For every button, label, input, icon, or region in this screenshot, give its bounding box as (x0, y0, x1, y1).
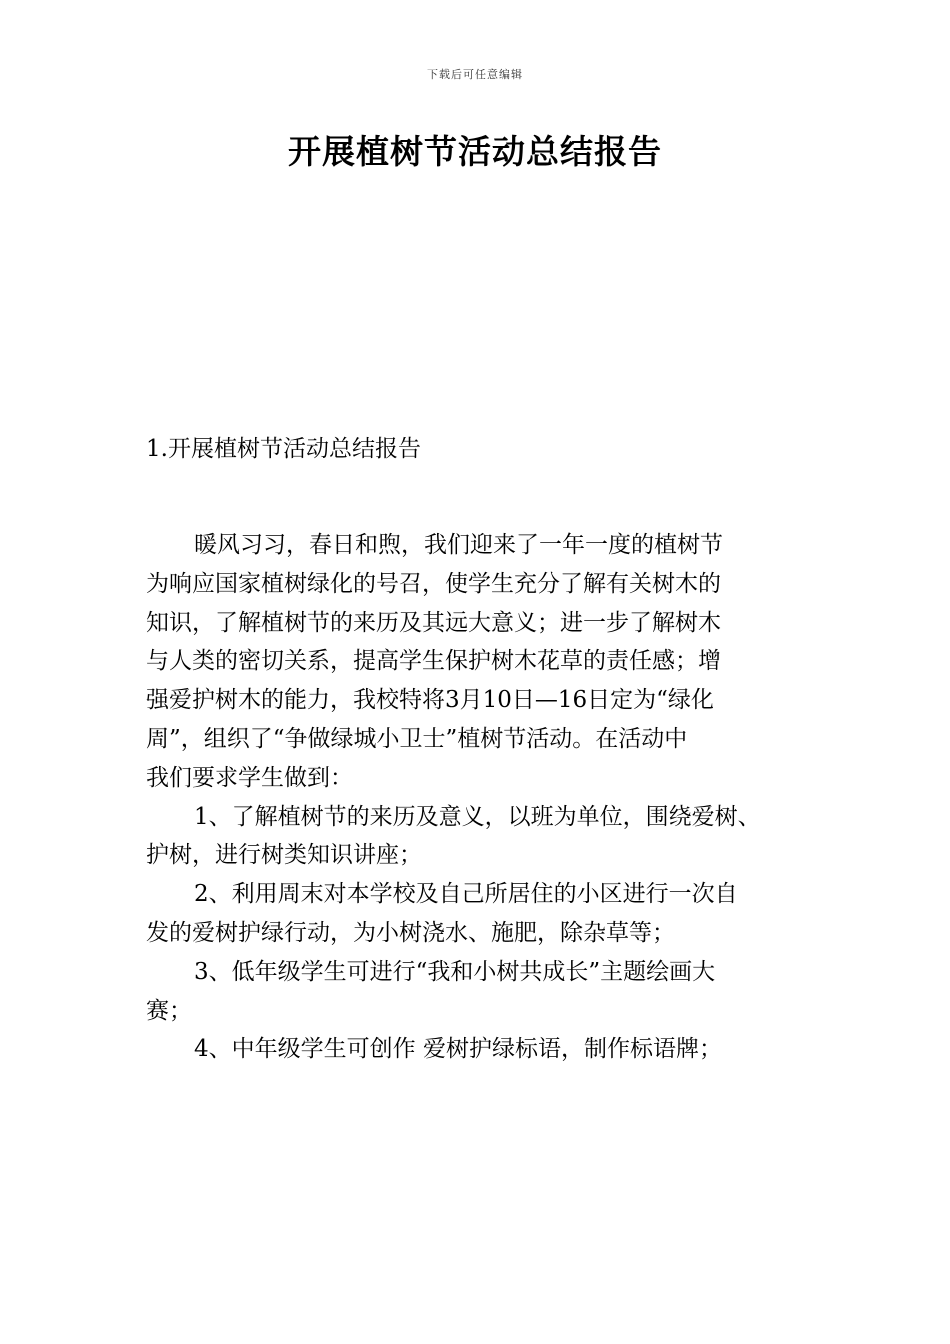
list-item-4 (146, 1030, 826, 1069)
list-item-line: 1、了解植树节的来历及意义，以班为单位，围绕爱树、 (194, 803, 761, 830)
list-item-line: 4、中年级学生可创作 爱树护绿标语，制作标语牌； (194, 1036, 722, 1063)
list-item-line: 发的爱树护绿行动，为小树浇水、施肥，除杂草等； (146, 919, 675, 946)
list-item-line: 2、利用周末对本学校及自己所居住的小区进行一次自 (194, 881, 738, 908)
list-item-3 (146, 953, 826, 1031)
intro-line: 知识，了解植树节的来历及其远大意义；进一步了解树木 (146, 609, 721, 636)
intro-line: 为响应国家植树绿化的号召，使学生充分了解有关树木的 (146, 570, 721, 597)
section-heading: 1.开展植树节活动总结报告 (146, 436, 421, 462)
intro-line: 与人类的密切关系，提高学生保护树木花草的责任感；增 (146, 648, 721, 675)
header-note: 下载后可任意编辑 (427, 68, 523, 81)
list-item-line: 护树，进行树类知识讲座； (146, 842, 422, 869)
list-item-2 (146, 875, 826, 953)
intro-line: 我们要求学生做到： (146, 764, 353, 791)
list-item-line: 3、低年级学生可进行“我和小树共成长”主题绘画大 (194, 958, 716, 985)
document-title: 开展植树节活动总结报告 (288, 132, 662, 171)
intro-line: 周”，组织了“争做绿城小卫士”植树节活动。在活动中 (146, 725, 688, 752)
intro-line: 强爱护树木的能力，我校特将3月10日—16日定为“绿化 (146, 687, 714, 714)
body-text (146, 526, 826, 1069)
list-item-1 (146, 798, 826, 876)
intro-paragraph (146, 526, 826, 798)
list-item-line: 赛； (146, 997, 192, 1024)
intro-line: 暖风习习，春日和煦，我们迎来了一年一度的植树节 (194, 532, 723, 558)
